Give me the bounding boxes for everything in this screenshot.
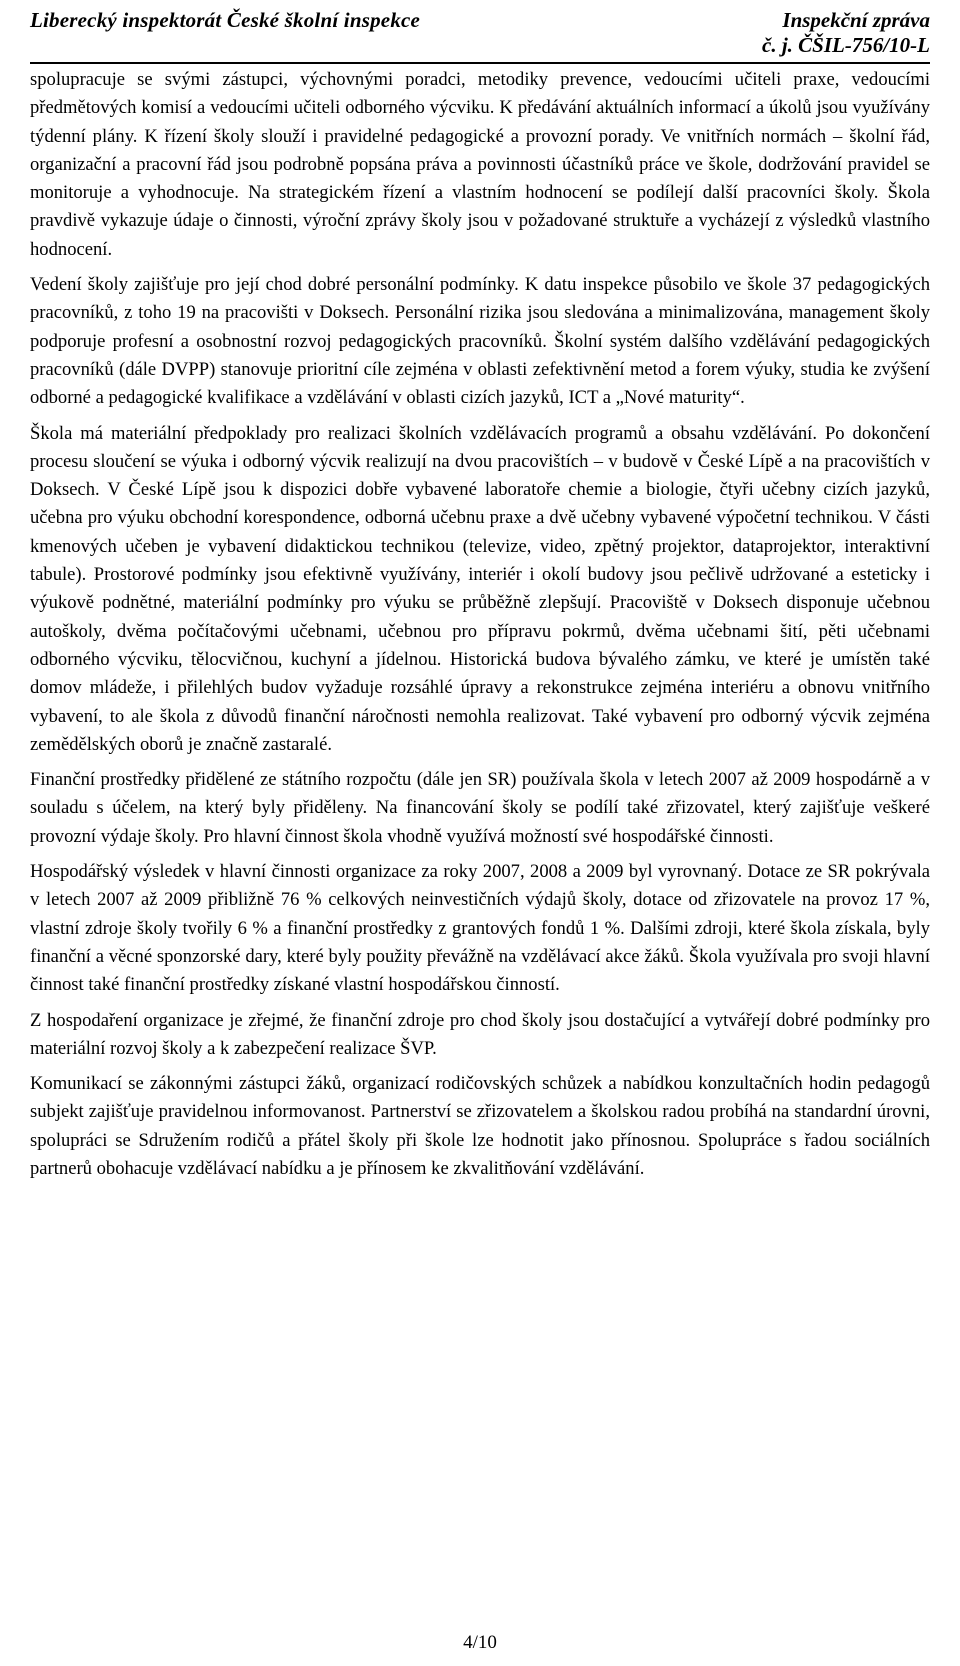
paragraph-finance-conclusion: Z hospodaření organizace je zřejmé, že finanční zdroje pro chod školy jsou dostačující a vytvářejí dobré podmínky pro materiální rozvoj školy a k zabezpečení realizace ŠVP. xyxy=(30,1009,930,1059)
paragraph-economic-result: Hospodářský výsledek v hlavní činnosti organizace za roky 2007, 2008 a 2009 byl vyrovnaný. Dotace ze SR pokrývala v letech 2007 až 2009 přibližně 76 % celkových neinvestičních výdajů školy, dotace od zřizovatele na provoz 17 %, vlastní zdroje školy tvořily 6 % a finanční prostředky z grantových fondů 1 %. Dalšími zdroji, které škola získala, byly finanční a věcné sponzorské dary, které byly použity převážně na vzdělávací akce žáků. Škola využívala pro svoji hlavní činnost také finanční prostředky získané vlastní hospodářskou činností. xyxy=(30,861,930,996)
document-body xyxy=(30,66,930,1190)
header-report-info xyxy=(762,8,930,58)
paragraph-personnel: Vedení školy zajišťuje pro její chod dobré personální podmínky. K datu inspekce působilo ve škole 37 pedagogických pracovníků, z toho 19 na pracovišti v Doksech. Personální rizika jsou sledována a minimalizována, management školy podporuje profesní a osobnostní rozvoj pedagogických pracovníků. Školní systém dalšího vzdělávání pedagogických pracovníků (dále DVPP) stanovuje prioritní cíle zejména v oblasti zefektivnění metod a forem výuky, studia ke zvýšení odborné a pedagogické kvalifikace a vzdělávání v oblasti cizích jazyků, ICT a „Nové maturity“. xyxy=(30,274,930,409)
paragraph-partnership: Komunikací se zákonnými zástupci žáků, organizací rodičovských schůzek a nabídkou konzultačních hodin pedagogů subjekt zajišťuje pravidelnou informovanost. Partnerství se zřizovatelem a školskou radou probíhá na standardní úrovni, spolupráci se Sdružením rodičů a přátel školy při škole lze hodnotit jako přínosnou. Spolupráce s řadou sociálních partnerů obohacuje vzdělávací nabídku a je přínosem ke zkvalitňování vzdělávání. xyxy=(30,1073,930,1179)
paragraph-material-conditions: Škola má materiální předpoklady pro realizaci školních vzdělávacích programů a obsahu vzdělávání. Po dokončení procesu sloučení se výuka i odborný výcvik realizují na dvou pracovištích – v budově v České Lípě a na pracovištích v Doksech. V České Lípě jsou k dispozici dobře vybavené laboratoře chemie a biologie, čtyři učebny cizích jazyků, učebna pro výuku obchodní korespondence, odborná učebnu praxe a dvě učebny vybavené výpočetní technikou. V části kmenových učeben je vybavení didaktickou technikou (televize, video, zpětný projektor, dataprojektor, interaktivní tabule). Prostorové podmínky jsou efektivně využívány, interiér i okolí budovy jsou pečlivě udržované a esteticky i výukově podnětné, materiální podmínky pro výuku se průběžně zlepšují. Pracoviště v Doksech disponuje učebnou autoškoly, dvěma počítačovými učebnami, učebnou pro přípravu pokrmů, dvěma učebnami šití, pěti učebnami odborného výcviku, tělocvičnou, kuchyní a jídelnou. Historická budova bývalého zámku, ve které je umístěn také domov mládeže, i přilehlých budov vyžaduje rozsáhlé úpravy a rekonstrukce zejména interiéru a obnovu vnitřního vybavení, to ale škola z důvodů finanční náročnosti nemohla realizovat. Také vybavení pro odborný výcvik zejména zemědělských oborů je značně zastaralé. xyxy=(30,422,930,755)
paragraph-management: spolupracuje se svými zástupci, výchovnými poradci, metodiky prevence, vedoucími učiteli praxe, vedoucími předmětových komisí a vedoucími učiteli odborného výcviku. K předávání aktuálních informací a úkolů jsou využívány týdenní plány. K řízení školy slouží i pravidelné pedagogické a provozní porady. Ve vnitřních normách – školní řád, organizační a pracovní řád jsou podrobně popsána práva a povinnosti účastníků práce ve škole, dodržování pravidel se monitoruje a vyhodnocuje. Na strategickém řízení a vlastním hodnocení se podílejí další pracovníci školy. Škola pravdivě vykazuje údaje o činnosti, výroční zprávy školy jsou v požadované struktuře a vycházejí z výsledků vlastního hodnocení. xyxy=(30,69,930,260)
page-header xyxy=(30,6,930,64)
header-report-title: Inspekční zpráva xyxy=(782,8,930,32)
header-reference-number: č. j. ČŠIL-756/10-L xyxy=(762,33,930,57)
page-number: 4/10 xyxy=(463,1632,497,1653)
paragraph-finance: Finanční prostředky přidělené ze státního rozpočtu (dále jen SR) používala škola v letech 2007 až 2009 hospodárně a v souladu s účelem, na který byly přiděleny. Na financování školy se podílí také zřizovatel, který zajišťuje veškeré provozní výdaje školy. Pro hlavní činnost škola vhodně využívá možností své hospodářské činnosti. xyxy=(30,769,930,847)
header-institution: Liberecký inspektorát České školní inspekce xyxy=(30,8,421,32)
